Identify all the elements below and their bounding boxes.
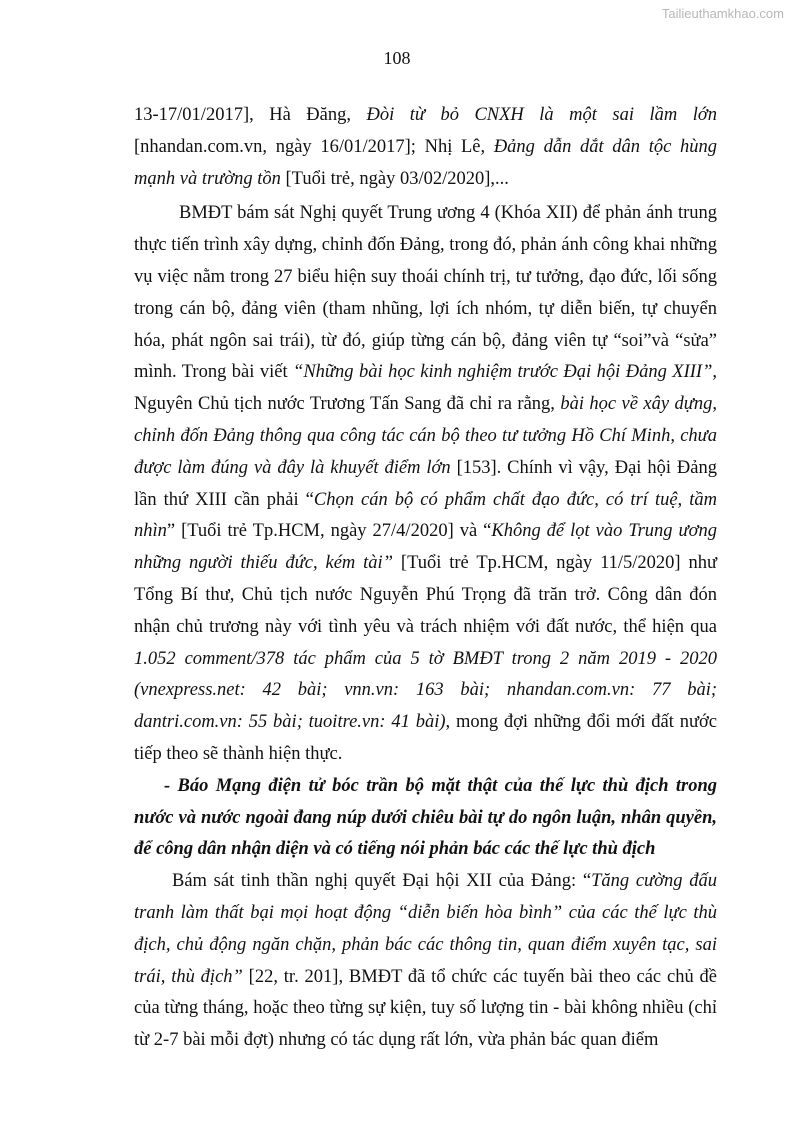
text-run: [Tuổi trẻ Tp.HCM, ngày 11/5/2020] như Tổng Bí thư, Chủ tịch nước Nguyễn Phú Trọng đã trăn trở. Công dân đón nhận chủ trương này với tình yêu và trách nhiệm với đất nước, thể hiện qua	[134, 553, 717, 637]
text-run-italic: bài học về xây dựng, chỉnh đốn Đảng thông qua công tác cán bộ theo tư tưởng Hồ Chí Minh, chưa được làm đúng và đây là khuyết điểm lớn	[134, 394, 717, 478]
document-body	[134, 100, 717, 1057]
text-run-italic: Đảng dẫn dắt dân tộc hùng mạnh và trường tồn	[134, 136, 717, 189]
text-run: [153]. Chính vì vậy, Đại hội Đảng lần thứ XIII cần phải “	[134, 457, 717, 510]
section-heading: - Báo Mạng điện tử bóc trần bộ mặt thật của thế lực thù địch trong nước và nước ngoài đang núp dưới chiêu bài tự do ngôn luận, nhân quyền, để công dân nhận diện và có tiếng nói phản bác các thế lực thù địch	[134, 775, 717, 860]
text-run: Bám sát tinh thần nghị quyết Đại hội XII của Đảng: “	[172, 871, 592, 892]
text-run: , Nguyên Chủ tịch nước Trương Tấn Sang đã chỉ ra rằng,	[134, 362, 717, 415]
text-run-italic: “Những bài học kinh nghiệm trước Đại hội Đảng XIII”	[293, 362, 713, 383]
text-run-italic: Chọn cán bộ có phẩm chất đạo đức, có trí tuệ, tầm nhìn	[134, 489, 717, 542]
text-run: BMĐT bám sát Nghị quyết Trung ương 4 (Khóa XII) để phản ánh trung thực tiến trình xây dựng, chỉnh đốn Đảng, trong đó, phản ánh công khai những vụ việc nằm trong 27 biểu hiện suy thoái chính trị, tư tưởng, đạo đức, lối sống trong cán bộ, đảng viên (tham nhũng, lợi ích nhóm, tự diễn biến, tự chuyển hóa, phát ngôn sai trái), từ đó, giúp từng cán bộ, đảng viên tự “soi”và “sửa” mình. Trong bài viết	[134, 203, 717, 383]
text-run: ” [Tuổi trẻ Tp.HCM, ngày 27/4/2020] và “	[166, 521, 492, 542]
text-run: , mong đợi những đổi mới đất nước tiếp theo sẽ thành hiện thực.	[134, 712, 717, 764]
paragraph-1	[134, 100, 717, 195]
paragraph-3	[134, 866, 717, 1057]
page-number: 108	[383, 48, 411, 68]
watermark: Tailieuthamkhao.com	[661, 6, 784, 21]
text-run: 13-17/01/2017], Hà Đăng,	[134, 105, 367, 125]
text-run-italic: Đòi từ bỏ CNXH là một sai lầm lớn	[366, 105, 718, 125]
text-run-italic: Không để lọt vào Trung ương những người thiếu đức, kém tài”	[134, 521, 717, 574]
text-run: [22, tr. 201], BMĐT đã tổ chức các tuyến bài theo các chủ đề của từng tháng, hoặc theo từng sự kiện, tuy số lượng tin - bài không nhiều (chỉ từ 2-7 bài mỗi đợt) nhưng có tác dụng rất lớn, vừa phản bác quan điểm	[134, 966, 717, 1051]
text-run-italic: Tăng cường đấu tranh làm thất bại mọi hoạt động “diễn biến hòa bình” của các thế lực thù địch, chủ động ngăn chặn, phản bác các thông tin, quan điểm xuyên tạc, sai trái, thù địch”	[134, 871, 717, 987]
text-run: [nhandan.com.vn, ngày 16/01/2017]; Nhị Lê,	[134, 136, 494, 157]
text-run: [Tuổi trẻ, ngày 03/02/2020],...	[280, 168, 509, 189]
paragraph-2	[134, 198, 717, 770]
text-run-italic: 1.052 comment/378 tác phẩm của 5 tờ BMĐT trong 2 năm 2019 - 2020 (vnexpress.net: 42 bài; vnn.vn: 163 bài; nhandan.com.vn: 77 bài; dantri.com.vn: 55 bài; tuoitre.vn: 41 bài)	[134, 648, 717, 733]
